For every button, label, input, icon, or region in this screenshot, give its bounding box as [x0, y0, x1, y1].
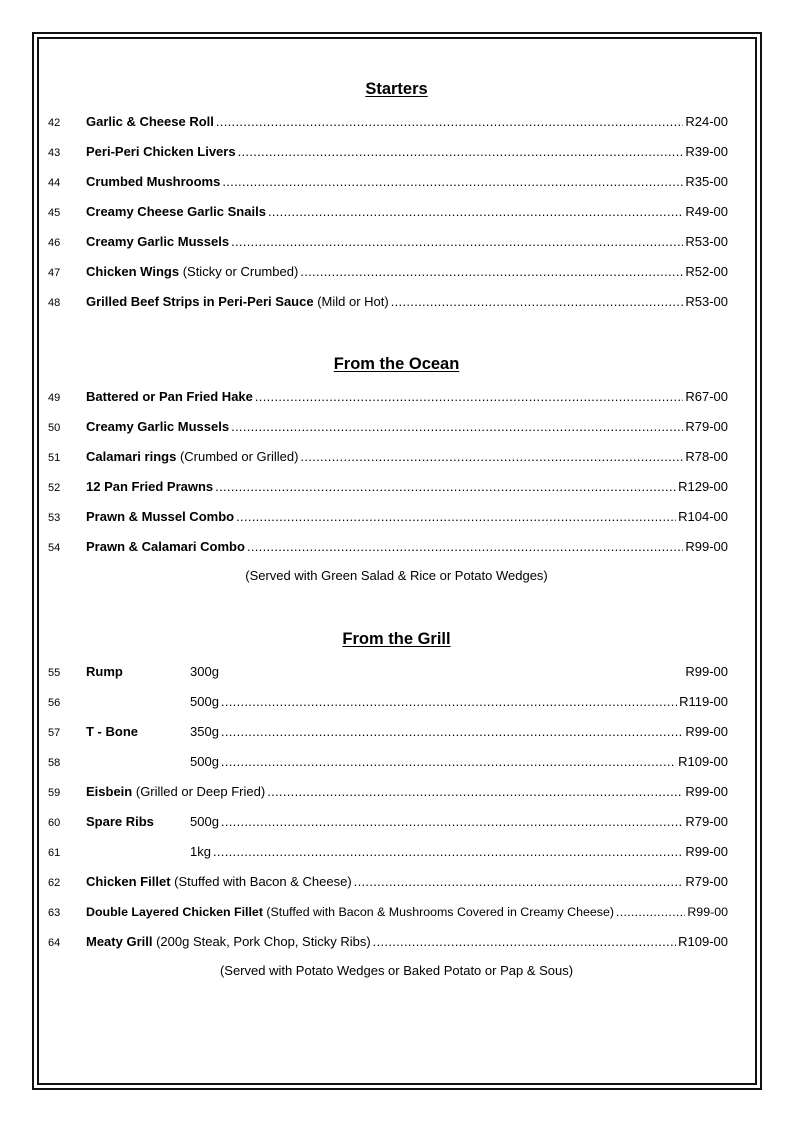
item-number: 48: [48, 297, 61, 309]
item-price: R99-00: [685, 844, 728, 859]
dot-leader: [231, 417, 683, 437]
grill-note: (Served with Potato Wedges or Baked Potato or Pap & Sous): [219, 963, 574, 978]
item-number: 53: [48, 512, 61, 524]
item-price: R24-00: [685, 114, 728, 129]
item-description: (Crumbed or Grilled): [176, 449, 299, 464]
item-size: 500g: [190, 814, 219, 829]
item-number: 55: [48, 667, 61, 679]
item-number: 62: [48, 877, 61, 889]
item-size: 1kg: [190, 844, 211, 859]
item-description: (Stuffed with Bacon & Mushrooms Covered in Creamy Cheese): [262, 905, 614, 919]
menu-item: [0, 292, 793, 312]
item-price: R104-00: [678, 509, 728, 524]
item-number: 60: [48, 817, 61, 829]
item-number: 59: [48, 787, 61, 799]
item-name: Peri-Peri Chicken Livers: [86, 144, 236, 159]
menu-item: [0, 202, 793, 222]
dot-leader: [268, 202, 683, 222]
item-description: (200g Steak, Pork Chop, Sticky Ribs): [152, 934, 371, 949]
item-price: R99-00: [685, 664, 728, 679]
item-name: Calamari rings: [86, 449, 177, 464]
menu-item: [0, 172, 793, 192]
menu-item: [0, 477, 793, 497]
item-number: 51: [48, 452, 61, 464]
item-price: R109-00: [678, 754, 728, 769]
menu-item: [0, 872, 793, 892]
dot-leader: [221, 752, 676, 772]
item-description: (Mild or Hot): [313, 294, 389, 309]
dot-leader: [354, 872, 684, 892]
menu-item: [0, 142, 793, 162]
item-description: (Stuffed with Bacon & Cheese): [170, 874, 352, 889]
item-price: R78-00: [685, 449, 728, 464]
item-description: (Grilled or Deep Fried): [132, 784, 266, 799]
item-name: Rump: [86, 664, 123, 679]
item-name: Creamy Garlic Mussels: [86, 419, 230, 434]
dot-leader: [221, 692, 677, 712]
dot-leader: [221, 722, 683, 742]
item-number: 56: [48, 697, 61, 709]
item-number: 49: [48, 392, 61, 404]
item-number: 44: [48, 177, 61, 189]
dot-leader: [222, 172, 683, 192]
item-price: R52-00: [685, 264, 728, 279]
item-description: (Sticky or Crumbed): [179, 264, 299, 279]
item-size: 350g: [190, 724, 219, 739]
menu-item: [0, 902, 793, 922]
item-number: 57: [48, 727, 61, 739]
item-price: R99-00: [687, 905, 728, 919]
item-name: Prawn & Calamari Combo: [86, 539, 245, 554]
dot-leader: [300, 262, 683, 282]
item-number: 47: [48, 267, 61, 279]
menu-item: [0, 417, 793, 437]
item-name: T - Bone: [86, 724, 138, 739]
item-name: Crumbed Mushrooms: [86, 174, 221, 189]
inner-border: [37, 37, 757, 1085]
item-name: Eisbein: [86, 784, 133, 799]
item-number: 61: [48, 847, 61, 859]
dot-leader: [373, 932, 676, 952]
item-price: R99-00: [685, 724, 728, 739]
section-title-starters: Starters: [365, 80, 428, 98]
dot-leader: [391, 292, 684, 312]
item-price: R39-00: [685, 144, 728, 159]
dot-leader: [215, 477, 676, 497]
item-price: R109-00: [678, 934, 728, 949]
dot-leader: [213, 842, 683, 862]
menu-item: [0, 387, 793, 407]
item-name: Chicken Fillet: [86, 874, 171, 889]
item-name: 12 Pan Fried Prawns: [86, 479, 214, 494]
item-name: Garlic & Cheese Roll: [86, 114, 214, 129]
item-price: R53-00: [685, 234, 728, 249]
menu-item: [0, 262, 793, 282]
menu-item: [0, 932, 793, 952]
item-number: 50: [48, 422, 61, 434]
menu-item: [0, 842, 793, 862]
item-price: R79-00: [685, 419, 728, 434]
dot-leader: [616, 902, 685, 922]
menu-item: [0, 692, 793, 712]
item-price: R79-00: [685, 874, 728, 889]
menu-item: [0, 537, 793, 557]
item-name: Meaty Grill: [86, 934, 153, 949]
menu-item: [0, 447, 793, 467]
item-price: R79-00: [685, 814, 728, 829]
item-price: R99-00: [685, 539, 728, 554]
menu-item: [0, 507, 793, 527]
item-price: R99-00: [685, 784, 728, 799]
item-price: R67-00: [685, 389, 728, 404]
item-name: Grilled Beef Strips in Peri-Peri Sauce: [86, 294, 314, 309]
menu-item: [0, 722, 793, 742]
dot-leader: [216, 112, 683, 132]
dot-leader: [236, 507, 676, 527]
item-size: 500g: [190, 754, 219, 769]
dot-leader: [231, 232, 683, 252]
item-price: R129-00: [678, 479, 728, 494]
item-number: 45: [48, 207, 61, 219]
item-size: 500g: [190, 694, 219, 709]
item-number: 54: [48, 542, 61, 554]
dot-leader: [247, 537, 683, 557]
dot-leader: [267, 782, 683, 802]
menu-item: [0, 752, 793, 772]
dot-leader: [255, 387, 683, 407]
item-number: 52: [48, 482, 61, 494]
section-title-ocean: From the Ocean: [333, 355, 460, 373]
item-name: Double Layered Chicken Fillet: [86, 905, 263, 919]
item-number: 43: [48, 147, 61, 159]
item-price: R53-00: [685, 294, 728, 309]
item-size: 300g: [190, 664, 219, 679]
menu-item: [0, 232, 793, 252]
item-name: Spare Ribs: [86, 814, 154, 829]
item-number: 64: [48, 937, 61, 949]
item-number: 58: [48, 757, 61, 769]
menu-item: [0, 812, 793, 832]
item-name: Creamy Garlic Mussels: [86, 234, 230, 249]
dot-leader: [221, 812, 683, 832]
menu-item: [0, 662, 793, 682]
ocean-note: (Served with Green Salad & Rice or Potato Wedges): [245, 568, 548, 583]
item-number: 63: [48, 907, 61, 919]
item-name: Prawn & Mussel Combo: [86, 509, 235, 524]
item-name: Creamy Cheese Garlic Snails: [86, 204, 266, 219]
dot-leader: [300, 447, 683, 467]
dot-leader: [238, 142, 684, 162]
item-price: R119-00: [679, 694, 728, 709]
section-title-grill: From the Grill: [342, 630, 451, 648]
item-price: R35-00: [685, 174, 728, 189]
item-price: R49-00: [685, 204, 728, 219]
item-name: Chicken Wings: [86, 264, 180, 279]
item-number: 46: [48, 237, 61, 249]
item-name: Battered or Pan Fried Hake: [86, 389, 253, 404]
menu-item: [0, 112, 793, 132]
menu-item: [0, 782, 793, 802]
item-number: 42: [48, 117, 61, 129]
